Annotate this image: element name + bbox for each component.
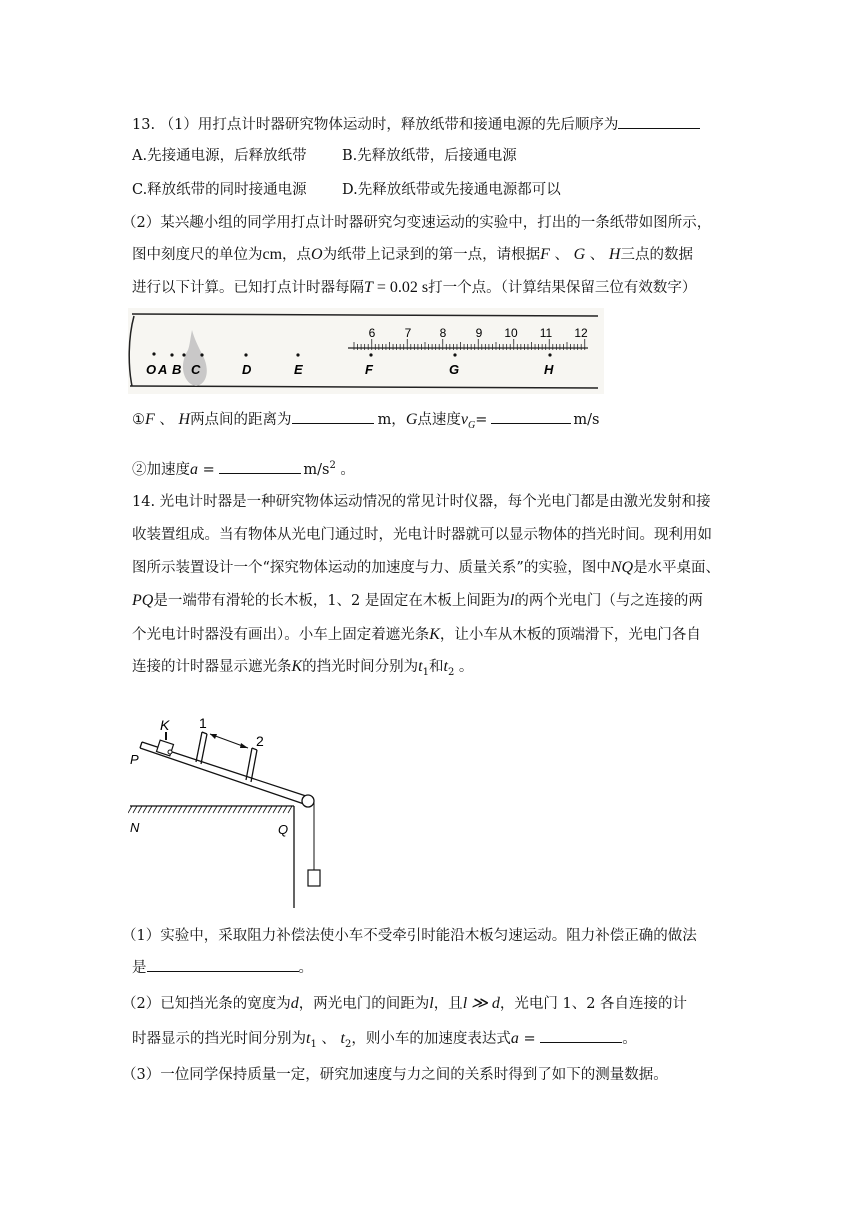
q14-s2-line1 (122, 993, 687, 1015)
q13-part2-text3a: 进行以下计算。已知打点计时器每隔 (132, 280, 364, 296)
q14-s1-end: 。 (298, 960, 313, 976)
q14-s2-e: 时器显示的挡光时间分别为 (132, 1031, 306, 1047)
hatch-line (153, 806, 157, 813)
q14-text1: 14. 光电计时器是一种研究物体运动情况的常见计时仪器，每个光电门都是由激光发射和接 (132, 494, 711, 510)
tape-dot (548, 353, 551, 356)
tape-label-b: B (172, 362, 182, 377)
q14-s2-eq: = (518, 1031, 541, 1047)
hatch-line (208, 806, 212, 813)
tape-label-f: F (365, 362, 373, 377)
q14-s1-line1 (122, 925, 697, 947)
q14-k: K (429, 626, 440, 643)
q14-line6 (132, 656, 473, 684)
tape-dot (244, 353, 247, 356)
sep-1: 、 (549, 247, 574, 263)
velocity-subscript: G (467, 419, 476, 431)
q14-s2-a-var: a (510, 1030, 519, 1047)
q14-s2-b: ，两光电门的间距为 (298, 996, 430, 1012)
ruler-label: 11 (539, 326, 553, 340)
q14-s2-a: （2）已知挡光条的宽度为 (122, 996, 291, 1012)
hatch-line (198, 806, 202, 813)
hatch-line (258, 806, 262, 813)
ruler-label: 6 (368, 326, 376, 340)
ruler-label: 9 (475, 326, 483, 340)
hatch-line (228, 806, 232, 813)
q14-s2-f: ，则小车的加速度表达式 (351, 1031, 511, 1047)
point-h: H (608, 246, 621, 263)
q13-options-row1 (132, 145, 517, 167)
gate-distance-arrow (210, 734, 248, 748)
q13-part2-text2c: 为纸带上记录到的第一点，请根据 (322, 247, 541, 263)
q13-sub1-h: H (178, 411, 191, 428)
q14-t1: t (418, 658, 423, 675)
hatch-line (168, 806, 172, 813)
q14-s2-c: ，且 (433, 996, 463, 1012)
table-surface (128, 806, 294, 908)
q14-s2-sep: 、 (316, 1031, 341, 1047)
q13-sub2 (132, 455, 355, 481)
q13-answer-blank[interactable] (618, 114, 700, 129)
q14-text2: 收装置组成。当有物体从光电门通过时，光电计时器就可以显示物体的挡光时间。现利用如 (132, 527, 712, 543)
q14-l: l (509, 592, 515, 609)
velocity-symbol: v (460, 411, 468, 428)
hatch-line (218, 806, 222, 813)
hatch-line (203, 806, 207, 813)
q13-part2-text2b: ，点 (282, 247, 312, 263)
unit-mps: m/s (573, 412, 600, 428)
hatch-line (233, 806, 237, 813)
q13-sub2-eq: = (198, 461, 220, 478)
hatch-line (158, 806, 162, 813)
q14-t1-sub: 1 (422, 666, 429, 678)
q13-part2-text1: （2）某兴趣小组的同学用打点计时器研究匀变速运动的实验中，打出的一条纸带如图所示， (122, 215, 712, 231)
q14-line2 (132, 524, 712, 546)
velocity-blank[interactable] (491, 409, 571, 424)
tape-label-o: O (146, 362, 157, 377)
q14-s2-t2-sub: 2 (345, 1038, 352, 1050)
unit-m: m， (377, 412, 406, 428)
ruler-label: 8 (439, 326, 447, 340)
q14-pq: PQ (132, 592, 154, 609)
accel-expression-blank[interactable] (540, 1028, 622, 1043)
q14-text3a: 图所示装置设计一个“探究物体运动的加速度与力、质量关系”的实验，图中 (132, 560, 611, 576)
tape-dot (152, 352, 155, 355)
q13-sub1-sep: 、 (154, 412, 179, 428)
q14-s1-text: （1）实验中，采取阻力补偿法使小车不受牵引时能沿木板匀速运动。阻力补偿正确的做法 (122, 928, 697, 944)
q14-text5a: 个光电计时器没有画出）。小车上固定着遮光条 (132, 627, 430, 643)
label-p: P (130, 752, 139, 767)
q14-text6a: 连接的计时器显示遮光条 (132, 659, 292, 675)
hatch-line (183, 806, 187, 813)
option-a: A.先接通电源，后释放纸带 (132, 148, 307, 164)
q14-s2-d2: ，光电门 1、2 各自连接的计 (499, 996, 688, 1012)
tape-dot (296, 353, 299, 356)
q13-part2-text2d: 三点的数据 (620, 247, 693, 263)
q14-text4a: 是一端带有滑轮的长木板，1、2 是固定在木板上间距为 (153, 593, 510, 609)
tape-label-d: D (242, 362, 252, 377)
q14-line5 (132, 624, 701, 646)
tape-dot (170, 353, 173, 356)
ruler-label: 10 (504, 326, 518, 340)
pulley (302, 795, 314, 807)
ruler-label: 12 (574, 326, 588, 340)
tape-dot (453, 353, 456, 356)
q14-s2-ll: l ≫ d (462, 995, 500, 1012)
tape-label-h: H (544, 362, 554, 377)
q14-k2: K (291, 658, 303, 675)
q13-sub1-text: 两点间的距离为 (190, 412, 292, 428)
tape-dot (200, 353, 203, 356)
hatch-line (273, 806, 277, 813)
distance-blank[interactable] (292, 409, 374, 424)
q14-text4b: 的两个光电门（与之连接的两 (514, 593, 703, 609)
unit-mps2: m/s (303, 461, 330, 478)
tape-label-a: A (158, 362, 168, 377)
q14-line3 (132, 557, 720, 579)
q14-s1-prefix: 是 (132, 960, 147, 976)
hatch-line (243, 806, 247, 813)
accel-symbol: a (190, 460, 198, 478)
point-f: F (540, 246, 550, 263)
q13-sub2-end: 。 (335, 461, 355, 478)
hatch-line (148, 806, 152, 813)
tape-figure (128, 308, 604, 394)
q14-end: 。 (454, 659, 474, 675)
hatch-line (178, 806, 182, 813)
q14-s1-line2 (132, 957, 313, 979)
q14-text3b: 是水平桌面、 (633, 560, 721, 576)
hatch-line (188, 806, 192, 813)
hatch-line (238, 806, 242, 813)
hatch-line (128, 806, 132, 813)
q13-sub1-eq: = (475, 412, 488, 428)
friction-method-blank[interactable] (147, 957, 299, 972)
q14-s2-t1: t (306, 1030, 311, 1047)
hatch-line (263, 806, 267, 813)
tape-dot (182, 353, 185, 356)
hatch-line (253, 806, 257, 813)
hatch-line (268, 806, 272, 813)
point-o: O (311, 246, 323, 263)
q14-line1 (132, 491, 711, 513)
q13-part2-text3b: 打一个点。（计算结果保留三位有效数字） (428, 280, 697, 296)
tape-dot (369, 353, 372, 356)
period-value: = 0.02 s (372, 279, 429, 296)
tape-label-g: G (449, 362, 460, 377)
hanging-weight (308, 870, 320, 886)
hatch-line (283, 806, 287, 813)
q14-t2-sub: 2 (447, 666, 455, 678)
q13-header-text: 13. （1）用打点计时器研究物体运动时，释放纸带和接通电源的先后顺序为 (132, 117, 619, 133)
hatch-line (163, 806, 167, 813)
q13-part2-text2a: 图中刻度尺的单位为 (132, 247, 263, 263)
incline-figure (128, 710, 334, 910)
q13-sub1 (132, 409, 599, 437)
hatch-line (223, 806, 227, 813)
q14-nq: NQ (610, 559, 634, 576)
hatch-line (173, 806, 177, 813)
q13-sub2-text: ②加速度 (132, 461, 190, 478)
hatch-line (248, 806, 252, 813)
point-g: G (573, 246, 586, 263)
q14-s2-line2 (132, 1028, 637, 1056)
q13-part2-line1 (122, 212, 711, 234)
q14-text5b: ，让小车从木板的顶端滑下，光电门各自 (439, 627, 701, 643)
q14-s2-end: 。 (622, 1031, 637, 1047)
q14-s2-d: d (290, 995, 299, 1012)
hatch-line (133, 806, 137, 813)
q14-line4 (132, 590, 703, 612)
q13-sub1-text2: 点速度 (417, 412, 461, 428)
tape-label-e: E (294, 362, 303, 377)
q13-part2-line3 (132, 277, 696, 299)
hatch-line (288, 806, 292, 813)
q14-s2-l: l (429, 995, 434, 1012)
photogate-1 (196, 732, 207, 764)
q13-header (132, 114, 700, 136)
hatch-line (278, 806, 282, 813)
unit-cm: cm (262, 246, 283, 263)
label-gate-1: 1 (199, 715, 207, 731)
option-d: D.先释放纸带或先接通电源都可以 (342, 182, 561, 198)
hatch-line (143, 806, 147, 813)
q13-part2-line2 (132, 244, 693, 266)
label-gate-2: 2 (256, 733, 264, 749)
q14-t2: t (443, 658, 448, 675)
q14-s2-t1-sub: 1 (310, 1038, 317, 1050)
cart (156, 732, 173, 756)
q13-options-row2 (132, 179, 561, 201)
sep-2: 、 (585, 247, 609, 263)
option-b: B.先释放纸带，后接通电源 (342, 148, 517, 164)
ruler-label: 7 (404, 326, 412, 340)
period-t: T (364, 279, 373, 296)
tape-label-c: C (191, 362, 201, 377)
q13-sub1-g: G (405, 411, 418, 428)
q14-and: 和 (429, 659, 444, 675)
q14-s3-line (122, 1064, 668, 1086)
label-k: K (160, 717, 170, 733)
hatch-line (193, 806, 197, 813)
hatch-line (138, 806, 142, 813)
q14-s2-t2: t (340, 1030, 345, 1047)
unit-exponent: 2 (329, 460, 336, 471)
q13-sub1-num: ① (132, 412, 145, 428)
q13-sub1-f: F (145, 411, 155, 428)
q14-s3-text: （3）一位同学保持质量一定，研究加速度与力之间的关系时得到了如下的测量数据。 (122, 1067, 668, 1083)
q14-text6b: 的挡光时间分别为 (302, 659, 419, 675)
option-c: C.释放纸带的同时接通电源 (132, 182, 307, 198)
label-n: N (130, 820, 140, 835)
label-q: Q (278, 822, 289, 837)
accel-blank[interactable] (219, 459, 301, 474)
hatch-line (213, 806, 217, 813)
